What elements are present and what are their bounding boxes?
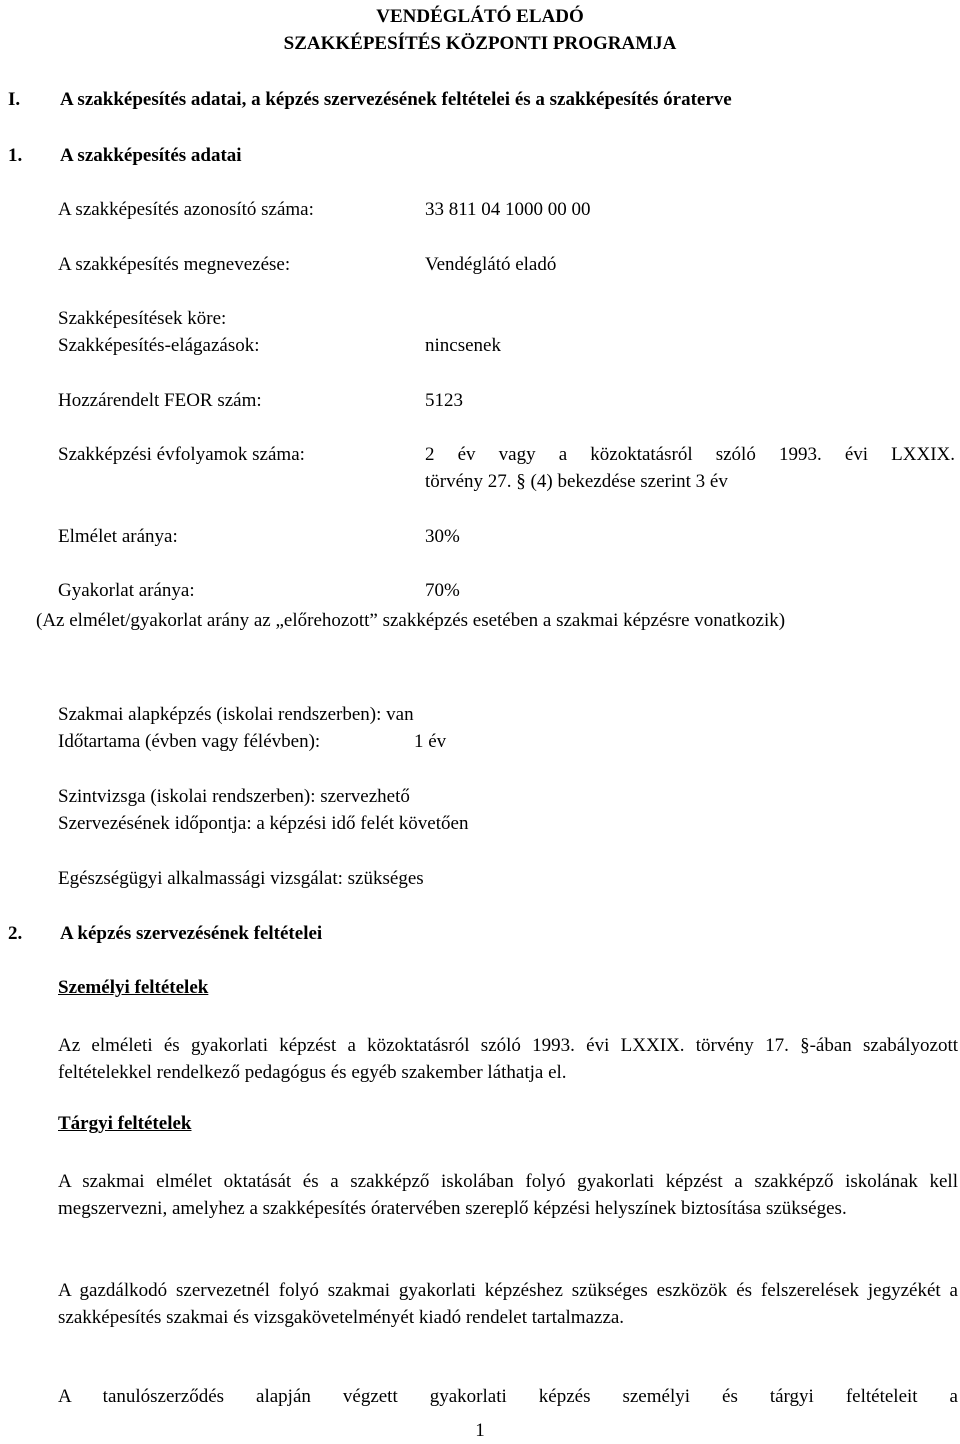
personal-conditions-text: Az elméleti és gyakorlati képzést a közoktatásról szóló 1993. évi LXXIX. törvény 17. §-ában szabályozott feltételekkel rendelkező pedagógus és egyéb szakember láthatja el. (58, 1035, 958, 1083)
personal-conditions-heading: Személyi feltételek (58, 977, 209, 998)
section-2-heading: A képzés szervezésének feltételei (60, 923, 323, 944)
grades-label: Szakképzési évfolyamok száma: (58, 444, 305, 465)
theory-ratio-value: 30% (425, 526, 460, 547)
branches-value: nincsenek (425, 335, 501, 356)
ratio-note: (Az elmélet/gyakorlat arány az „előrehozott” szakképzés esetében a szakmai képzésre vonatkozik) (36, 610, 786, 631)
section-1-number: 1. (8, 145, 23, 166)
grades-value-line2: törvény 27. § (4) bekezdése szerint 3 év (425, 471, 728, 492)
id-number-label: A szakképesítés azonosító száma: (58, 199, 314, 220)
section-2-number: 2. (8, 923, 23, 944)
title-line-2: SZAKKÉPESÍTÉS KÖZPONTI PROGRAMJA (283, 33, 677, 54)
health-check: Egészségügyi alkalmassági vizsgálat: szükséges (58, 868, 424, 889)
branches-label: Szakképesítés-elágazások: (58, 335, 260, 356)
basic-training: Szakmai alapképzés (iskolai rendszerben): van (58, 704, 414, 725)
id-number-value: 33 811 04 1000 00 00 (425, 199, 591, 220)
scope-label: Szakképesítések köre: (58, 308, 227, 329)
feor-value: 5123 (425, 390, 463, 411)
title-line-1: VENDÉGLÁTÓ ELADÓ (376, 6, 584, 27)
name-label: A szakképesítés megnevezése: (58, 254, 291, 275)
duration-value: 1 év (414, 731, 447, 752)
name-value: Vendéglátó eladó (425, 254, 557, 275)
section-i-title: A szakképesítés adatai, a képzés szervezésének feltételei és a szakképesítés óraterve (60, 89, 732, 110)
material-conditions-text-3: A tanulószerződés alapján végzett gyakorlati képzés személyi és tárgyi feltételeit a (58, 1386, 958, 1407)
practice-ratio-value: 70% (425, 580, 460, 601)
material-conditions-heading: Tárgyi feltételek (58, 1113, 192, 1134)
material-conditions-text-1: A szakmai elmélet oktatását és a szakképző iskolában folyó gyakorlati képzést a szakképző iskolának kell megszervezni, amelyhez a szakképesítés óratervében szereplő képzési helyszínek biztosítása szükséges. (58, 1171, 958, 1219)
grades-value-line1: 2 év vagy a közoktatásról szóló 1993. évi LXXIX. (425, 444, 955, 465)
exam-timing: Szervezésének időpontja: a képzési idő felét követően (58, 813, 469, 834)
practice-ratio-label: Gyakorlat aránya: (58, 580, 195, 601)
duration-label: Időtartama (évben vagy félévben): (58, 731, 321, 752)
feor-label: Hozzárendelt FEOR szám: (58, 390, 262, 411)
page-number: 1 (475, 1420, 485, 1441)
section-i-number: I. (8, 89, 21, 110)
level-exam: Szintvizsga (iskolai rendszerben): szervezhető (58, 786, 410, 807)
theory-ratio-label: Elmélet aránya: (58, 526, 178, 547)
section-1-heading: A szakképesítés adatai (60, 145, 242, 166)
material-conditions-text-2: A gazdálkodó szervezetnél folyó szakmai gyakorlati képzéshez szükséges eszközök és felszerelések jegyzékét a szakképesítés szakmai és vizsgakövetelményét kiadó rendelet tartalmazza. (58, 1280, 958, 1328)
